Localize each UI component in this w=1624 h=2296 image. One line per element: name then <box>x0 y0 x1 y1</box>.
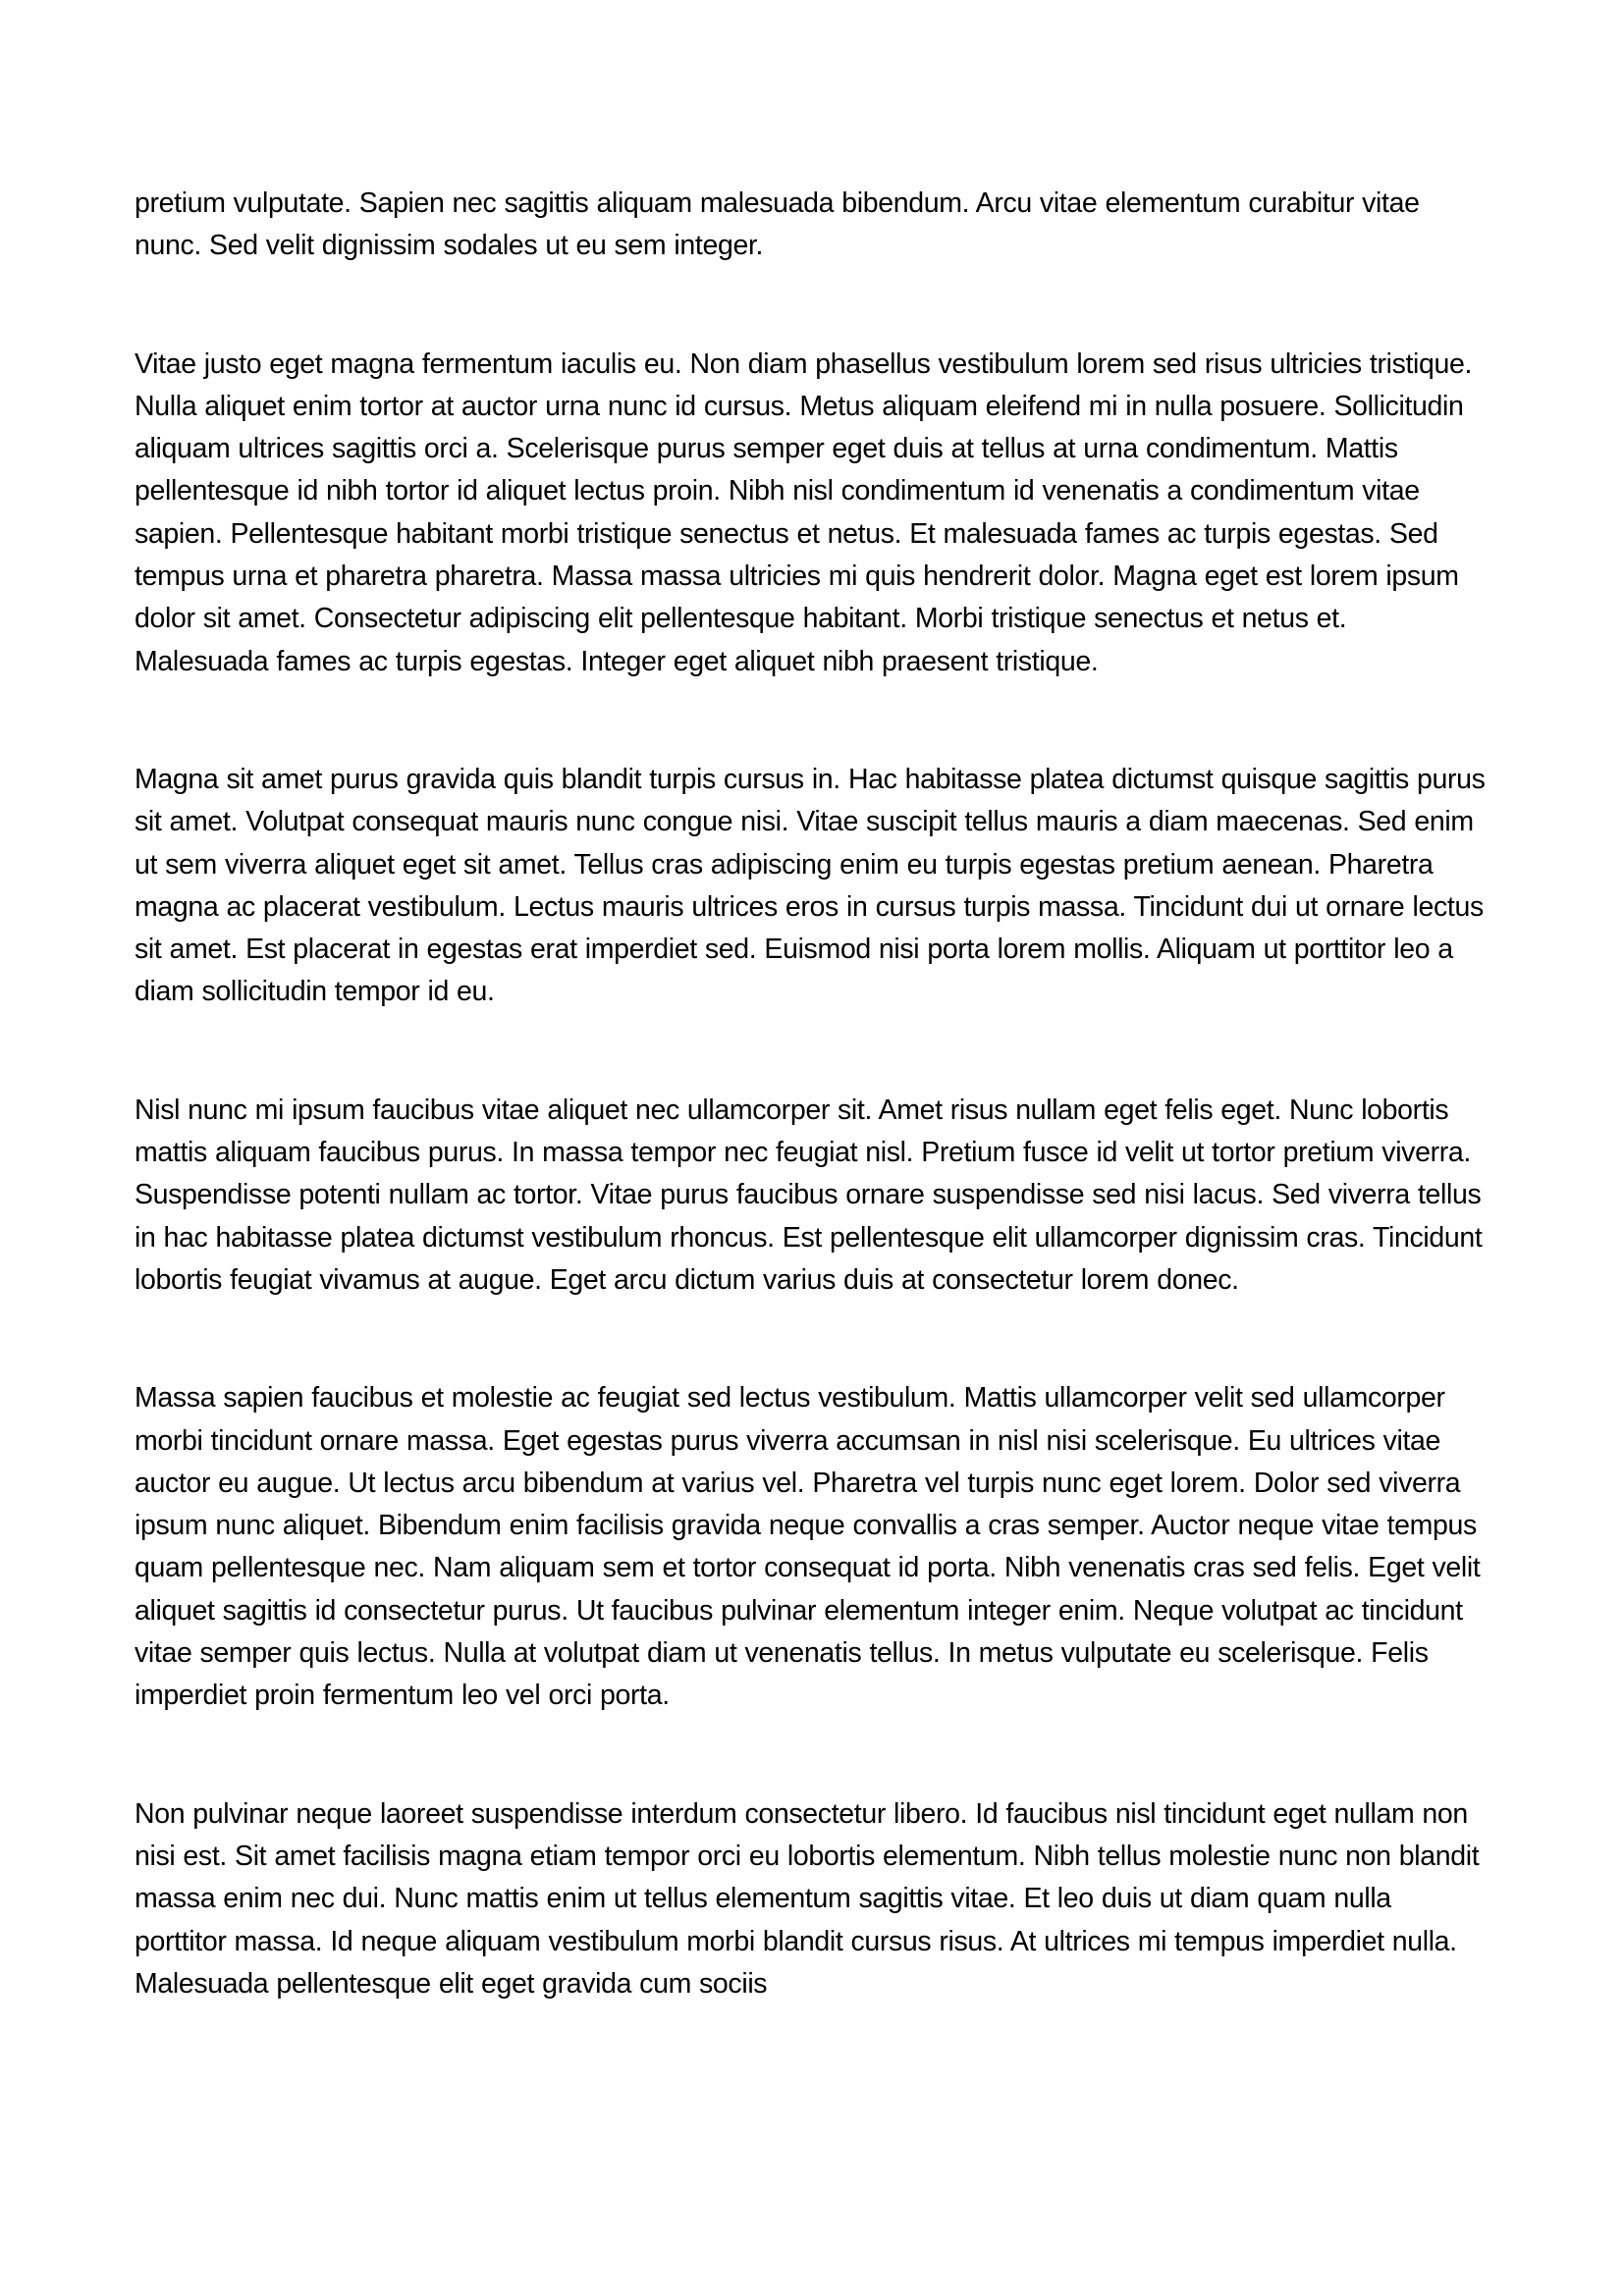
document-text-block <box>135 183 1488 2081</box>
paragraph-3: Magna sit amet purus gravida quis blandit turpis cursus in. Hac habitasse platea dictumst quisque sagittis purus sit amet. Volutpat consequat mauris nunc congue nisi. Vitae suscipit tellus mauris a diam maecenas. Sed enim ut sem viverra aliquet eget sit amet. Tellus cras adipiscing enim eu turpis egestas pretium aenean. Pharetra magna ac placerat vestibulum. Lectus mauris ultrices eros in cursus turpis massa. Tincidunt dui ut ornare lectus sit amet. Est placerat in egestas erat imperdiet sed. Euismod nisi porta lorem mollis. Aliquam ut porttitor leo a diam sollicitudin tempor id eu. <box>135 763 1486 1008</box>
paragraph-2: Vitae justo eget magna fermentum iaculis eu. Non diam phasellus vestibulum lorem sed risus ultricies tristique. Nulla aliquet enim tortor at auctor urna nunc id cursus. Metus aliquam eleifend mi in nulla posuere. Sollicitudin aliquam ultrices sagittis orci a. Scelerisque purus semper eget duis at tellus at urna condimentum. Mattis pellentesque id nibh tortor id aliquet lectus proin. Nibh nisl condimentum id venenatis a condimentum vitae sapien. Pellentesque habitant morbi tristique senectus et netus. Et malesuada fames ac turpis egestas. Sed tempus urna et pharetra pharetra. Massa massa ultricies mi quis hendrerit dolor. Magna eget est lorem ipsum dolor sit amet. Consectetur adipiscing elit pellentesque habitant. Morbi tristique senectus et netus et. Malesuada fames ac turpis egestas. Integer eget aliquet nibh praesent tristique. <box>135 347 1473 677</box>
paragraph-6: Non pulvinar neque laoreet suspendisse interdum consectetur libero. Id faucibus nisl tincidunt eget nullam non nisi est. Sit amet facilisis magna etiam tempor orci eu lobortis elementum. Nibh tellus molestie nunc non blandit massa enim nec dui. Nunc mattis enim ut tellus elementum sagittis vitae. Et leo duis ut diam quam nulla porttitor massa. Id neque aliquam vestibulum morbi blandit cursus risus. At ultrices mi tempus imperdiet nulla. Malesuada pellentesque elit eget gravida cum sociis <box>135 1797 1480 2000</box>
paragraph-4: Nisl nunc mi ipsum faucibus vitae aliquet nec ullamcorper sit. Amet risus nullam eget felis eget. Nunc lobortis mattis aliquam faucibus purus. In massa tempor nec feugiat nisl. Pretium fusce id velit ut tortor pretium viverra. Suspendisse potenti nullam ac tortor. Vitae purus faucibus ornare suspendisse sed nisi lacus. Sed viverra tellus in hac habitasse platea dictumst vestibulum rhoncus. Est pellentesque elit ullamcorper dignissim cras. Tincidunt lobortis feugiat vivamus at augue. Eget arcu dictum varius duis at consectetur lorem donec. <box>135 1094 1483 1296</box>
paragraph-1: pretium vulputate. Sapien nec sagittis aliquam malesuada bibendum. Arcu vitae elementum curabitur vitae nunc. Sed velit dignissim sodales ut eu sem integer. <box>135 187 1420 262</box>
paragraph-5: Massa sapien faucibus et molestie ac feugiat sed lectus vestibulum. Mattis ullamcorper velit sed ullamcorper morbi tincidunt ornare massa. Eget egestas purus viverra accumsan in nisl nisi scelerisque. Eu ultrices vitae auctor eu augue. Ut lectus arcu bibendum at varius vel. Pharetra vel turpis nunc eget lorem. Dolor sed viverra ipsum nunc aliquet. Bibendum enim facilisis gravida neque convallis a cras semper. Auctor neque vitae tempus quam pellentesque nec. Nam aliquam sem et tortor consequat id porta. Nibh venenatis cras sed felis. Eget velit aliquet sagittis id consectetur purus. Ut faucibus pulvinar elementum integer enim. Neque volutpat ac tincidunt vitae semper quis lectus. Nulla at volutpat diam ut venenatis tellus. In metus vulputate eu scelerisque. Felis imperdiet proin fermentum leo vel orci porta. <box>135 1382 1481 1712</box>
